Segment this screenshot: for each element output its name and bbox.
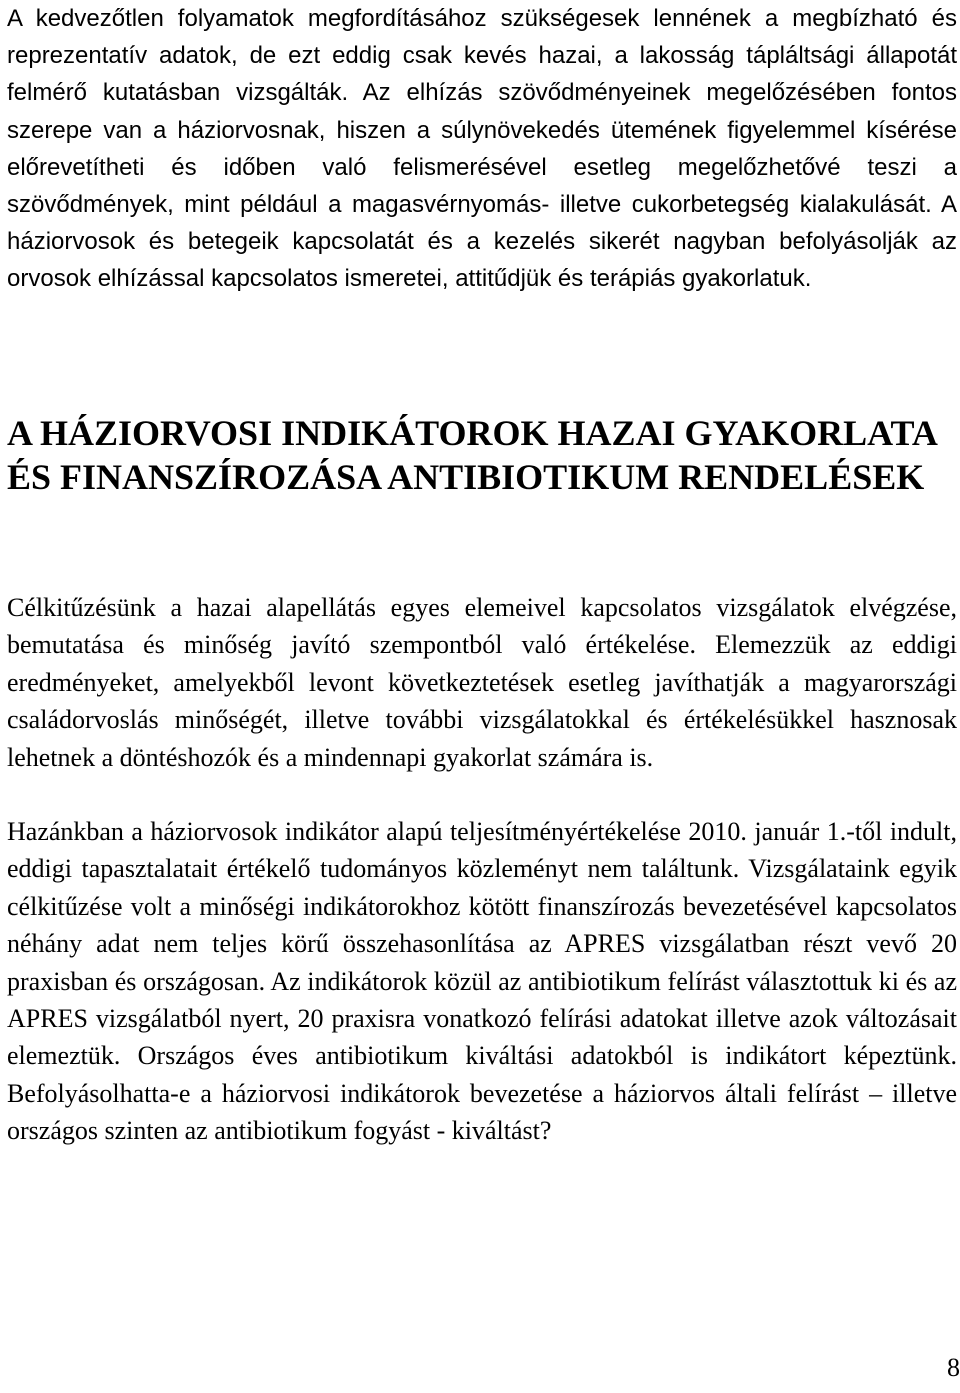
- page-number: 8: [947, 1353, 960, 1382]
- aim-paragraph: Célkitűzésünk a hazai alapellátás egyes elemeivel kapcsolatos vizsgálatok elvégzése, bemutatása és minőség javító szempontból való értékelése. Elemezzük az eddigi eredményeket, amelyekből levont következtetések esetleg javíthatják a magyarországi családorvoslás minőségét, illetve további vizsgálatokkal és értékelésükkel hasznosak lehetnek a döntéshozók és a mindennapi gyakorlat számára is.: [7, 593, 957, 772]
- section-heading: A HÁZIORVOSI INDIKÁTOROK HAZAI GYAKORLATA ÉS FINANSZÍROZÁSA ANTIBIOTIKUM RENDELÉSEK: [7, 413, 936, 497]
- study-paragraph: Hazánkban a háziorvosok indikátor alapú teljesítményértékelése 2010. január 1.-től indult, eddigi tapasztalatait értékelő tudományos közleményt nem találtunk. Vizsgálataink egyik célkitűzése volt a minőségi indikátorokhoz kötött finanszírozás bevezetésével kapcsolatos néhány adat nem teljes körű összehasonlítása az APRES vizsgálatban részt vevő 20 praxisban és országosan. Az indikátorok közül az antibiotikum felírást választottuk ki és az APRES vizsgálatból nyert, 20 praxisra vonatkozó felírási adatokat illetve azok változásait elemeztük. Országos éves antibiotikum kiváltási adatokból is indikátort képeztünk. Befolyásolhatta-e a háziorvosi indikátorok bevezetése a háziorvos általi felírást – illetve országos szinten az antibiotikum fogyást - kiváltást?: [7, 817, 957, 1146]
- intro-paragraph: A kedvezőtlen folyamatok megfordításához szükségesek lennének a megbízható és reprezentatív adatok, de ezt eddig csak kevés hazai, a lakosság tápláltsági állapotát felmérő kutatásban vizsgálták. Az elhízás szövődményeinek megelőzésében fontos szerepe van a háziorvosnak, hiszen a súlynövekedés ütemének figyelemmel kísérése előrevetítheti és időben való felismerésével esetleg megelőzhetővé teszi a szövődmények, mint például a magasvérnyomás- illetve cukorbetegség kialakulását. A háziorvosok és betegeik kapcsolatát és a kezelés sikerét nagyban befolyásolják az orvosok elhízással kapcsolatos ismeretei, attitűdjük és terápiás gyakorlatuk.: [7, 5, 957, 293]
